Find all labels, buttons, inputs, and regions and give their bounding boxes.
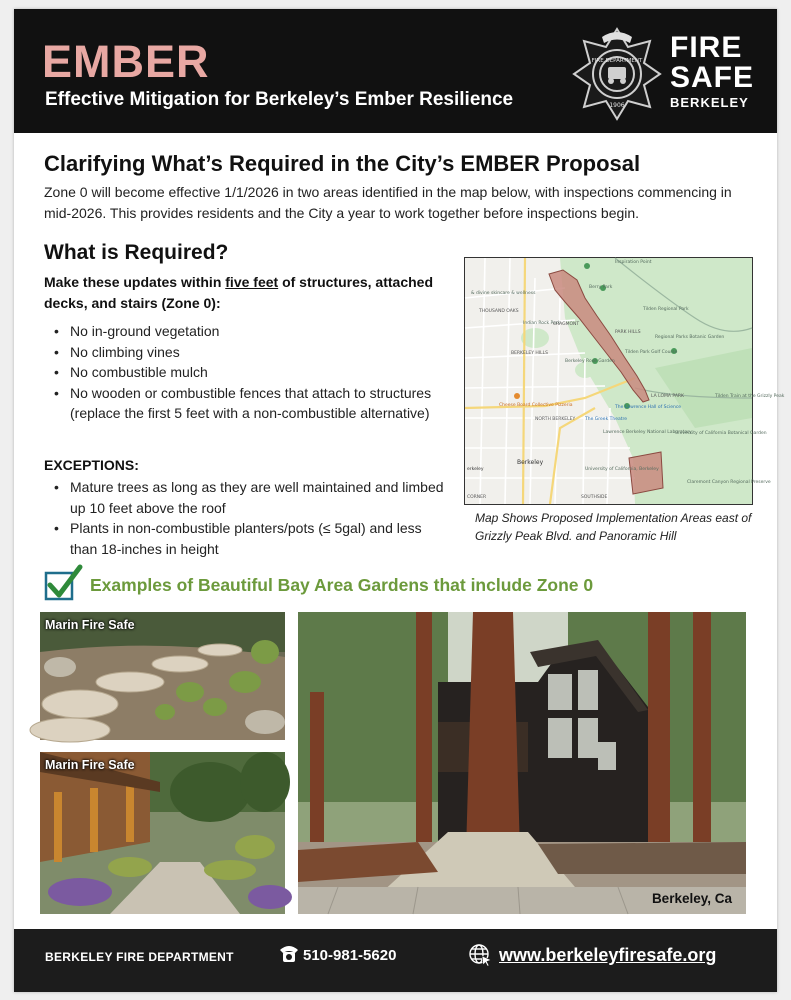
list-item: • No wooden or combustible fences that attach to structures (replace the first 5 feet with a non-combustible alternative) (44, 383, 444, 424)
map-label: CRAGMONT (553, 322, 580, 327)
map-label: Tilden Regional Park (643, 307, 689, 312)
map-caption: Map Shows Proposed Implementation Areas east of Grizzly Peak Blvd. and Panoramic Hill (475, 511, 752, 543)
badge-year: 1906 (609, 102, 625, 109)
footer-bar (14, 929, 777, 992)
list-item: • No combustible mulch (44, 362, 444, 383)
map-label: Berry Park (589, 285, 613, 290)
garden-photo-stepping-stones (40, 612, 285, 740)
garden-photo-berkeley-house (298, 612, 746, 914)
required-lead (44, 272, 444, 314)
globe-cursor-icon (468, 943, 492, 967)
photo-label: Marin Fire Safe (45, 758, 135, 772)
list-item: • Plants in non-combustible planters/pots (≤ 5gal) and less than 18-inches in height (44, 518, 444, 559)
map-label: Tilden Train at the Grizzly Peak (715, 394, 785, 399)
map-label: erkeley (467, 467, 484, 472)
footer-website-link[interactable]: www.berkeleyfiresafe.org (499, 945, 717, 965)
brand-line-2: SAFE (670, 61, 755, 94)
map-label: The Greek Theatre (585, 417, 628, 422)
brand-line-3: BERKELEY (670, 95, 749, 110)
exceptions-heading: EXCEPTIONS: (44, 457, 139, 473)
map-label: & divine skincare & wellness (471, 291, 536, 296)
ember-subtitle: Effective Mitigation for Berkeley’s Ember Resilience (45, 89, 514, 110)
map-label: Regional Parks Botanic Garden (655, 335, 725, 340)
ember-title: EMBER (42, 36, 210, 87)
badge-top-text: FIRE DEPARTMENT (591, 58, 643, 64)
fire-safe-berkeley-logo (670, 33, 754, 109)
photo-label: Marin Fire Safe (45, 618, 135, 632)
lead-end: of structures, attached decks, and stairs (Zone 0): (44, 274, 434, 311)
map-label: Berkeley Rose Garden (565, 359, 615, 364)
fire-department-badge-icon (572, 27, 662, 121)
list-item: • No climbing vines (44, 342, 444, 363)
exceptions-list (44, 477, 444, 559)
map-label: NORTH BERKELEY (535, 417, 576, 422)
footer-phone[interactable]: 510-981-5620 (303, 947, 397, 964)
map-label: Inspiration Point (615, 260, 652, 265)
map-label: University of California Botanical Garden (675, 431, 767, 436)
required-heading: What is Required? (44, 241, 229, 264)
map-label: The Lawrence Hall of Science (615, 405, 682, 410)
map-label: University of California, Berkeley (585, 467, 659, 472)
map-label: Indian Rock Park (523, 321, 561, 326)
examples-heading: Examples of Beautiful Bay Area Gardens that include Zone 0 (90, 575, 594, 595)
map-label: CORNER (467, 495, 487, 500)
checkmark-box-icon (44, 565, 82, 601)
garden-photo-patio (40, 752, 285, 914)
brand-line-1: FIRE (670, 31, 743, 64)
lead-five-feet: five feet (225, 274, 279, 290)
map-label: LA LOMA PARK (651, 394, 684, 399)
map-label: Berkeley (517, 459, 544, 466)
list-item: • No in-ground vegetation (44, 321, 444, 342)
header-banner (14, 9, 777, 133)
map-label: Cheese Board Collective Pizzeria (499, 403, 573, 408)
map-label: Claremont Canyon Regional Preserve (687, 480, 771, 485)
map-label: Tilden Park Golf Course (625, 350, 678, 355)
required-list (44, 321, 444, 424)
map-label: SOUTHSIDE (581, 495, 608, 500)
footer-department: BERKELEY FIRE DEPARTMENT (45, 950, 234, 964)
map-label: THOUSAND OAKS (479, 309, 519, 314)
photo-label: Berkeley, Ca (651, 891, 732, 906)
map-label: PARK HILLS (615, 330, 641, 335)
lead-start: Make these updates within (44, 274, 226, 290)
list-item: • Mature trees as long as they are well maintained and limbed up 10 feet above the roof (44, 477, 444, 518)
page-title: Clarifying What’s Required in the City’s EMBER Proposal (44, 151, 641, 176)
map-label: BERKELEY HILLS (511, 351, 548, 356)
map-label: Lawrence Berkeley National Laboratory (603, 430, 692, 435)
implementation-map (464, 257, 785, 505)
phone-icon (278, 942, 300, 964)
intro-paragraph: Zone 0 will become effective 1/1/2026 in two areas identified in the map below, with inspections commencing in mid-2026. This provides residents and the City a year to work together before inspections begin. (44, 184, 732, 221)
flyer-page (14, 9, 785, 992)
